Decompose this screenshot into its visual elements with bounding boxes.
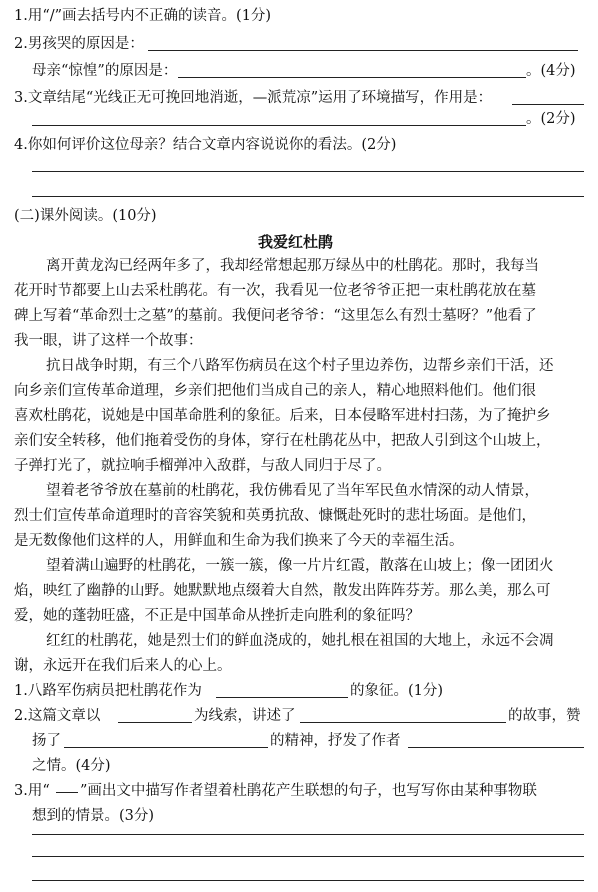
s2-question-1-a: 1.八路军伤病员把杜鹃花作为 [14, 683, 202, 699]
article-line-5: 抗日战争时期，有三个八路军伤病员在这个村子里边养伤，边帮乡亲们干活，还 [46, 358, 554, 374]
article-line-1: 离开黄龙沟已经两年多了，我却经常想起那万绿丛中的杜鹃花。那时，我每当 [46, 258, 539, 274]
article-line-16: 红红的杜鹃花，她是烈士们的鲜血浇成的，她扎根在祖国的大地上，永远不会凋 [46, 633, 554, 649]
article-title: 我爱红杜鹃 [258, 233, 334, 251]
s2-answer-line-3b[interactable] [32, 856, 584, 857]
question-2-line-2: 母亲“惊惶”的原因是： [32, 63, 178, 79]
s2-question-1-b: 的象征。(1分) [350, 683, 444, 699]
article-line-3: 碑上写着“革命烈士之墓”的墓前。我便问老爷爷：“这里怎么有烈士墓呀？”他看了 [14, 308, 537, 324]
s2-answer-blank-2b[interactable] [300, 722, 506, 723]
s2-answer-blank-2d[interactable] [408, 747, 584, 748]
article-line-9: 子弹打光了，就拉响手榴弹冲入敌群，与敌人同归于尽了。 [14, 458, 391, 474]
article-line-7: 喜欢杜鹃花，说她是中国革命胜利的象征。后来，日本侵略军进村扫荡，为了掩护乡 [14, 408, 551, 424]
article-line-8: 亲们安全转移，他们拖着受伤的身体，穿行在杜鹃花丛中，把敌人引到这个山坡上， [14, 433, 551, 449]
question-2-score: 。(4分) [526, 63, 576, 79]
article-line-6: 向乡亲们宣传革命道理，乡亲们把他们当成自己的亲人，精心地照料他们。他们很 [14, 383, 536, 399]
answer-line-4b[interactable] [32, 196, 584, 197]
article-line-4: 我一眼，讲了这样一个故事： [14, 333, 203, 349]
article-line-12: 是无数像他们这样的人，用鲜血和生命为我们换来了今天的幸福生活。 [14, 533, 464, 549]
article-line-14: 焰，映红了幽静的山野。她默默地点缀着大自然，散发出阵阵芬芳。那么美，那么可 [14, 583, 551, 599]
answer-blank-3a[interactable] [512, 104, 584, 105]
question-2-line-1: 2.男孩哭的原因是： [14, 36, 144, 52]
article-line-2: 花开时节都要上山去采杜鹃花。有一次，我看见一位老爷爷正把一束杜鹃花放在墓 [14, 283, 536, 299]
article-line-10: 望着老爷爷放在墓前的杜鹃花，我仿佛看见了当年军民鱼水情深的动人情景， [46, 483, 539, 499]
s2-answer-line-3c[interactable] [32, 880, 584, 881]
s2-answer-blank-2c[interactable] [64, 747, 268, 748]
s2-question-2-e: 的精神，抒发了作者 [270, 733, 401, 749]
question-3-line-1: 3.文章结尾“光线正无可挽回地消逝，—派荒凉”运用了环境描写，作用是： [14, 90, 493, 106]
s2-question-2-d: 扬了 [32, 733, 61, 749]
section-2-heading: (二)课外阅读。(10分) [14, 208, 157, 224]
answer-blank-3b[interactable] [32, 125, 526, 126]
question-1: 1.用“/”画去括号内不正确的读音。(1分) [14, 8, 272, 24]
answer-line-4a[interactable] [32, 171, 584, 172]
s2-question-3-a: 3.用“ [14, 783, 50, 799]
s2-question-2-a: 2.这篇文章以 [14, 708, 101, 724]
underline-example-mark [56, 792, 78, 793]
article-line-17: 谢，永远开在我们后来人的心上。 [14, 658, 232, 674]
s2-answer-blank-1[interactable] [216, 697, 348, 698]
answer-blank-2b[interactable] [178, 77, 526, 78]
s2-question-3-c: 想到的情景。(3分) [32, 808, 155, 824]
question-4: 4.你如何评价这位母亲？结合文章内容说说你的看法。(2分) [14, 137, 397, 153]
article-line-15: 爱，她的蓬勃旺盛，不正是中国革命从挫折走向胜利的象征吗？ [14, 608, 420, 624]
s2-question-2-c: 的故事，赞 [508, 708, 581, 724]
s2-answer-line-3a[interactable] [32, 834, 584, 835]
question-3-score: 。(2分) [526, 111, 576, 127]
article-line-11: 烈士们宣传革命道理时的音容笑貌和英勇抗敌、慷慨赴死时的悲壮场面。是他们， [14, 508, 536, 524]
s2-question-2-b: 为线索，讲述了 [194, 708, 296, 724]
article-line-13: 望着满山遍野的杜鹃花，一簇一簇，像一片片红霞，散落在山坡上；像一团团火 [46, 558, 554, 574]
answer-blank-2a[interactable] [148, 50, 578, 51]
s2-answer-blank-2a[interactable] [118, 722, 192, 723]
s2-question-2-f: 之情。(4分) [32, 758, 111, 774]
s2-question-3-b: ”画出文中描写作者望着杜鹃花产生联想的句子，也写写你由某种事物联 [80, 783, 537, 799]
